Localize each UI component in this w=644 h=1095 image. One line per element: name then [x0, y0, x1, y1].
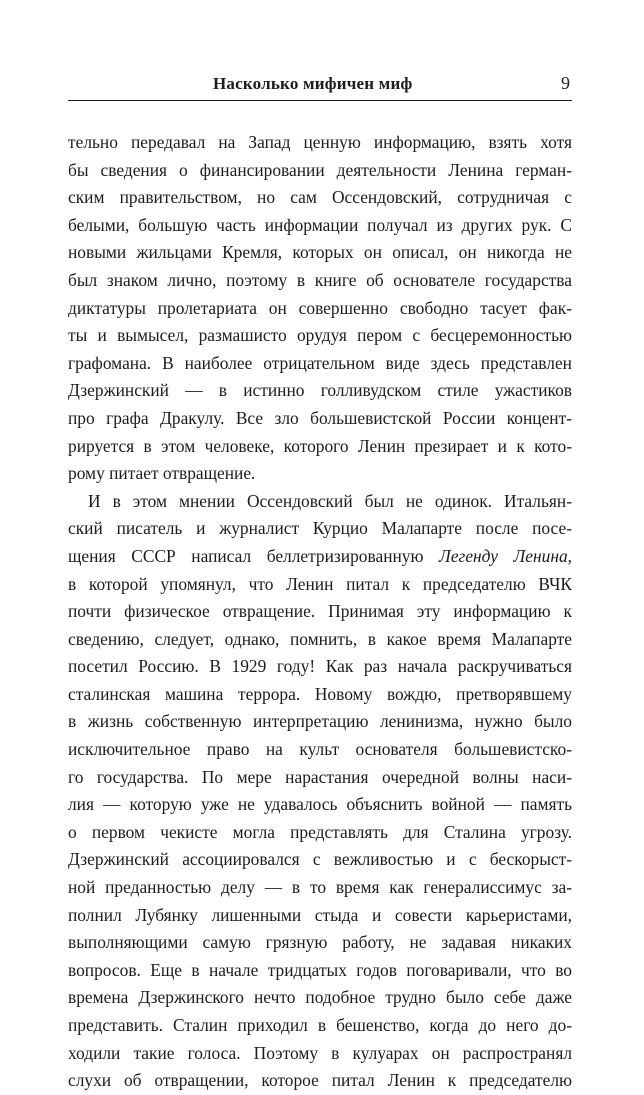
text-line-content: вопросов. Еще в начале тридцатых годов поговаривали, что во: [68, 959, 572, 980]
text-line-content: сведению, следует, однако, помнить, в какое время Малапарте: [68, 628, 572, 649]
text-line: [68, 295, 572, 323]
text-line: [68, 874, 572, 902]
text-line: [68, 653, 572, 681]
text-line-content: щения СССР написал беллетризированную: [68, 545, 424, 566]
text-line: [68, 1040, 572, 1068]
page-number: 9: [561, 73, 570, 93]
text-line: [68, 681, 572, 709]
text-line-content: представить. Сталин приходил в бешенство, когда до него до-: [68, 1015, 572, 1035]
text-line-content: времена Дзержинского нечто подобное трудно было себе даже: [68, 987, 572, 1008]
text-line-content: посетил Россию. В 1929 году! Как раз начала раскручиваться: [68, 656, 572, 677]
text-line: [68, 129, 572, 157]
italic-title: Легенду Ленина: [439, 545, 568, 566]
text-line-content: ским правительством, но сам Оссендовский, сотрудничая с: [68, 187, 572, 208]
text-line-content: белыми, большую часть информации получал из других рук. С: [68, 214, 572, 235]
text-line-content: был знаком лично, поэтому в книге об основателе государства: [68, 269, 572, 290]
text-line-content: полнил Лубянку лишенными стыда и совести карьеристами,: [68, 904, 572, 925]
text-line: [68, 598, 572, 626]
text-line-content: выполняющими самую грязную работу, не задавая никаких: [68, 932, 572, 953]
text-line: [68, 791, 572, 819]
punctuation: ,: [567, 545, 572, 566]
text-line-content: диктатуры пролетариата он совершенно свободно тасует фак-: [68, 297, 572, 318]
text-line-content: ский писатель и журналист Курцио Малапарте после посе-: [68, 518, 572, 539]
text-line: [68, 846, 572, 874]
text-line: [68, 984, 572, 1012]
text-line: [68, 1012, 572, 1040]
text-line-content: ходили такие голоса. Поэтому в кулуарах он распространял: [68, 1042, 572, 1063]
text-line: [68, 1067, 572, 1095]
text-line-content: И в этом мнении Оссендовский был не одинок. Итальян-: [88, 490, 572, 511]
text-line-content: Дзержинский ассоциировался с вежливостью и с бескорыст-: [68, 849, 572, 870]
body-text: [68, 129, 572, 1095]
text-line-content: рируется в этом человеке, которого Ленин презирает и к кото-: [68, 435, 572, 456]
text-line: [68, 239, 572, 267]
text-line-content: новыми жильцами Кремля, которых он описал, он никогда не: [68, 242, 572, 263]
text-line: [68, 708, 572, 736]
text-line-content: почти физическое отвращение. Принимая эту информацию к: [68, 601, 572, 622]
text-line: [68, 736, 572, 764]
text-line: [68, 902, 572, 930]
text-line-content: бы сведения о финансировании деятельности Ленина герман-: [68, 159, 572, 180]
text-line-content: графомана. В наиболее отрицательном виде здесь представлен: [68, 352, 572, 373]
text-line: [68, 571, 572, 599]
text-line: [68, 433, 572, 461]
text-line: [68, 157, 572, 185]
text-line-content: в жизнь собственную интерпретацию ленинизма, нужно было: [68, 711, 572, 732]
text-line-content: о первом чекисте могла представлять для Сталина угрозу.: [68, 821, 572, 842]
text-line-content: про графа Дракулу. Все зло большевистской России концент-: [68, 407, 572, 428]
text-line-content: тельно передавал на Запад ценную информацию, взять хотя: [68, 132, 572, 152]
text-line-content: Дзержинский — в истинно голливудском стиле ужастиков: [68, 380, 572, 401]
running-title: Насколько мифичен миф: [213, 74, 413, 93]
text-line: [68, 350, 572, 378]
running-header: [68, 70, 572, 101]
text-line-content: го государства. По мере нарастания очередной волны наси-: [68, 766, 572, 787]
text-line-content: ты и вымысел, размашисто орудуя пером с бесцеремонностью: [68, 325, 572, 346]
text-line: [68, 957, 572, 985]
text-line: [68, 819, 572, 847]
text-line-content: исключительное право на культ основателя большевистско-: [68, 739, 572, 760]
text-line-content: слухи об отвращении, которое питал Ленин к председателю: [68, 1070, 572, 1091]
text-line: [68, 460, 572, 488]
text-line-content: в которой упомянул, что Ленин питал к председателю ВЧК: [68, 573, 572, 594]
text-line: [68, 267, 572, 295]
text-line: [68, 543, 572, 571]
text-line: [68, 488, 572, 516]
text-line-content: лия — которую уже не удавалось объяснить войной — память: [68, 794, 572, 815]
text-line: [68, 184, 572, 212]
text-line: [68, 764, 572, 792]
text-line: [68, 377, 572, 405]
text-line: [68, 322, 572, 350]
text-line-content: рому питает отвращение.: [68, 463, 256, 484]
text-line: [68, 212, 572, 240]
text-line: [68, 929, 572, 957]
text-line-content: сталинская машина террора. Новому вождю, претворявшему: [68, 683, 572, 704]
text-line: [68, 515, 572, 543]
text-line-content: ной преданностью делу — в то время как генералиссимус за-: [68, 877, 572, 898]
text-line: [68, 405, 572, 433]
text-line: [68, 626, 572, 654]
